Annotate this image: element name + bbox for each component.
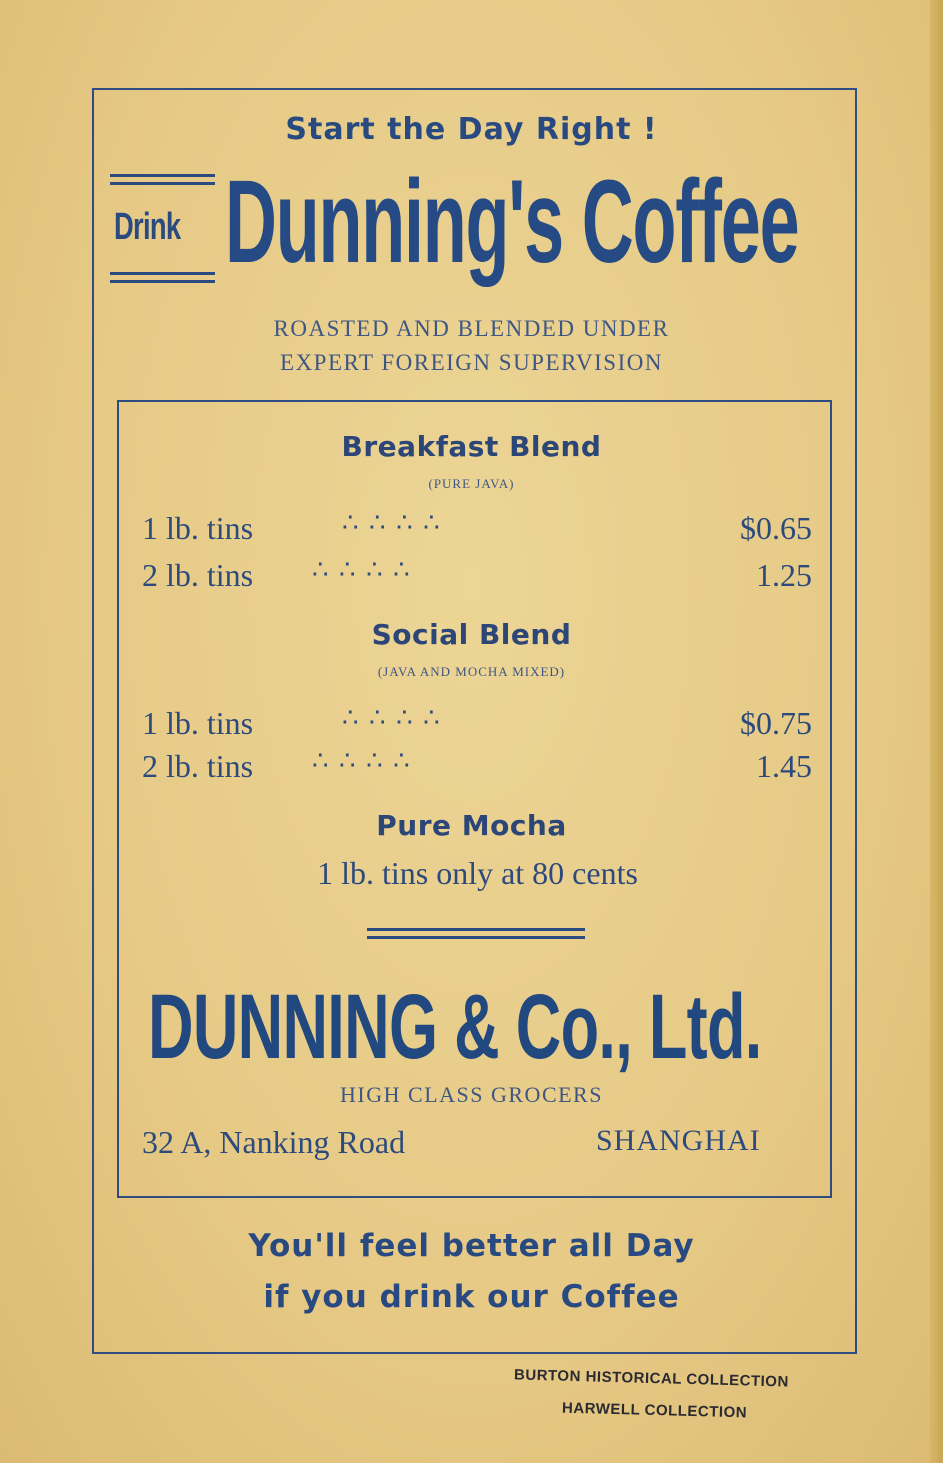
drink-label: Drink: [114, 206, 181, 248]
row-price: $0.75: [740, 705, 812, 741]
drink-label-block: [110, 168, 215, 290]
price-row: [142, 748, 812, 788]
slogan-line-1: You'll feel better all Day: [248, 1228, 695, 1264]
brand-title: Dunning's Coffee: [225, 156, 799, 288]
social-blend-title: Social Blend: [371, 618, 572, 651]
company-tagline: HIGH CLASS GROCERS: [340, 1082, 603, 1107]
price-row: [142, 557, 812, 597]
subtitle-line-1: ROASTED AND BLENDED UNDER: [273, 316, 670, 341]
company-address: 32 A, Nanking Road: [142, 1124, 406, 1160]
row-quantity: 1 lb. tins: [142, 705, 254, 741]
drink-rule-bottom: [110, 272, 215, 275]
drink-rule-top: [110, 174, 215, 177]
price-row: [142, 510, 812, 550]
row-price: $0.65: [740, 510, 812, 546]
row-leader-dots: ∴ ∴ ∴ ∴: [312, 746, 412, 775]
drink-rule-bottom-2: [110, 280, 215, 283]
row-leader-dots: ∴ ∴ ∴ ∴: [342, 703, 442, 732]
divider-rule-2: [367, 936, 585, 939]
breakfast-blend-title: Breakfast Blend: [341, 430, 602, 463]
archive-stamp-line-2: HARWELL COLLECTION: [561, 1399, 748, 1422]
row-price: 1.25: [756, 557, 812, 593]
row-price: 1.45: [756, 748, 812, 784]
row-quantity: 2 lb. tins: [142, 557, 254, 593]
row-leader-dots: ∴ ∴ ∴ ∴: [342, 508, 442, 537]
social-blend-note: (JAVA AND MOCHA MIXED): [377, 664, 566, 679]
slogan-line-2: if you drink our Coffee: [263, 1279, 680, 1315]
row-quantity: 1 lb. tins: [142, 510, 254, 546]
company-city: SHANGHAI: [596, 1124, 761, 1157]
row-quantity: 2 lb. tins: [142, 748, 254, 784]
company-name: DUNNING & Co., Ltd.: [148, 976, 762, 1078]
subtitle-line-2: EXPERT FOREIGN SUPERVISION: [280, 350, 663, 375]
breakfast-blend-note: (PURE JAVA): [428, 476, 515, 491]
pure-mocha-line: 1 lb. tins only at 80 cents: [317, 855, 638, 891]
archive-stamp-line-1: BURTON HISTORICAL COLLECTION: [513, 1366, 790, 1391]
pure-mocha-title: Pure Mocha: [376, 809, 567, 842]
row-leader-dots: ∴ ∴ ∴ ∴: [312, 555, 412, 584]
divider-rule: [367, 928, 585, 931]
price-row: [142, 705, 812, 745]
tagline: Start the Day Right !: [285, 112, 658, 147]
drink-rule-top-2: [110, 182, 215, 185]
